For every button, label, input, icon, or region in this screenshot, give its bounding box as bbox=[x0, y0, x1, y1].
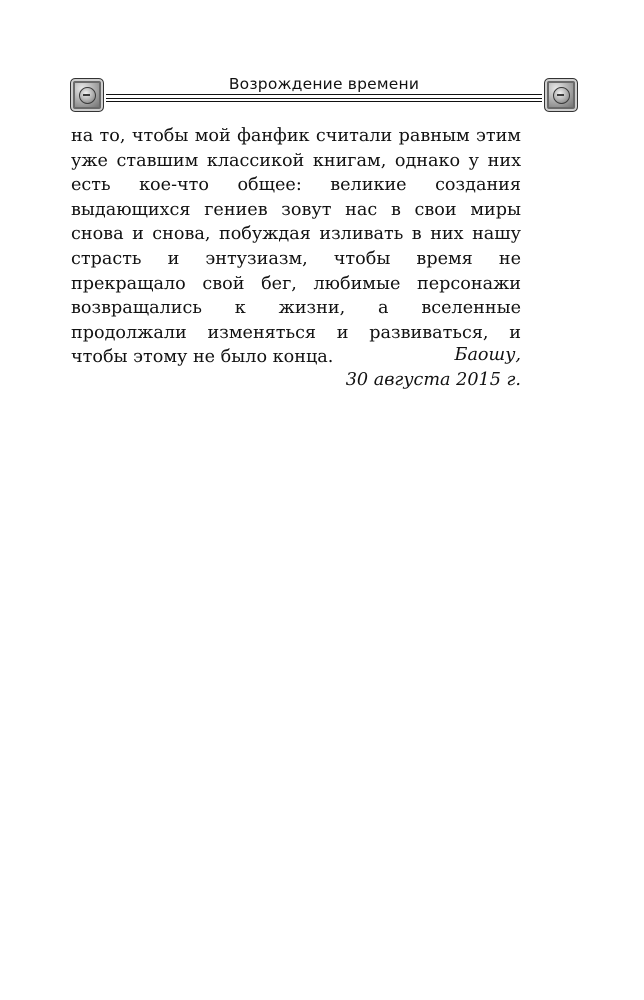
header-rule bbox=[106, 94, 542, 95]
signature-date: 30 августа 2015 г. bbox=[345, 369, 521, 390]
signature-block bbox=[71, 343, 521, 392]
signature-author: Баошу, bbox=[454, 345, 521, 365]
page-header bbox=[70, 74, 578, 118]
ornament-emblem-icon bbox=[544, 78, 578, 112]
header-rule bbox=[106, 98, 542, 99]
ornament-emblem-icon bbox=[70, 78, 104, 112]
body-paragraph: на то, чтобы мой фанфик считали равным этим уже ставшим классикой книгам, однако у них есть кое-что общее: великие создания выдающихся гениев зовут нас в свои миры снова и снова, побуждая изливать в них нашу страсть и энтузиазм, чтобы время не прекращало свой бег, любимые персонажи возвращались к жизни, а вселенные продолжали изменяться и развиваться, и чтобы этому не было конца. bbox=[71, 126, 521, 368]
running-title: Возрождение времени bbox=[219, 75, 429, 93]
header-rule bbox=[106, 101, 542, 102]
